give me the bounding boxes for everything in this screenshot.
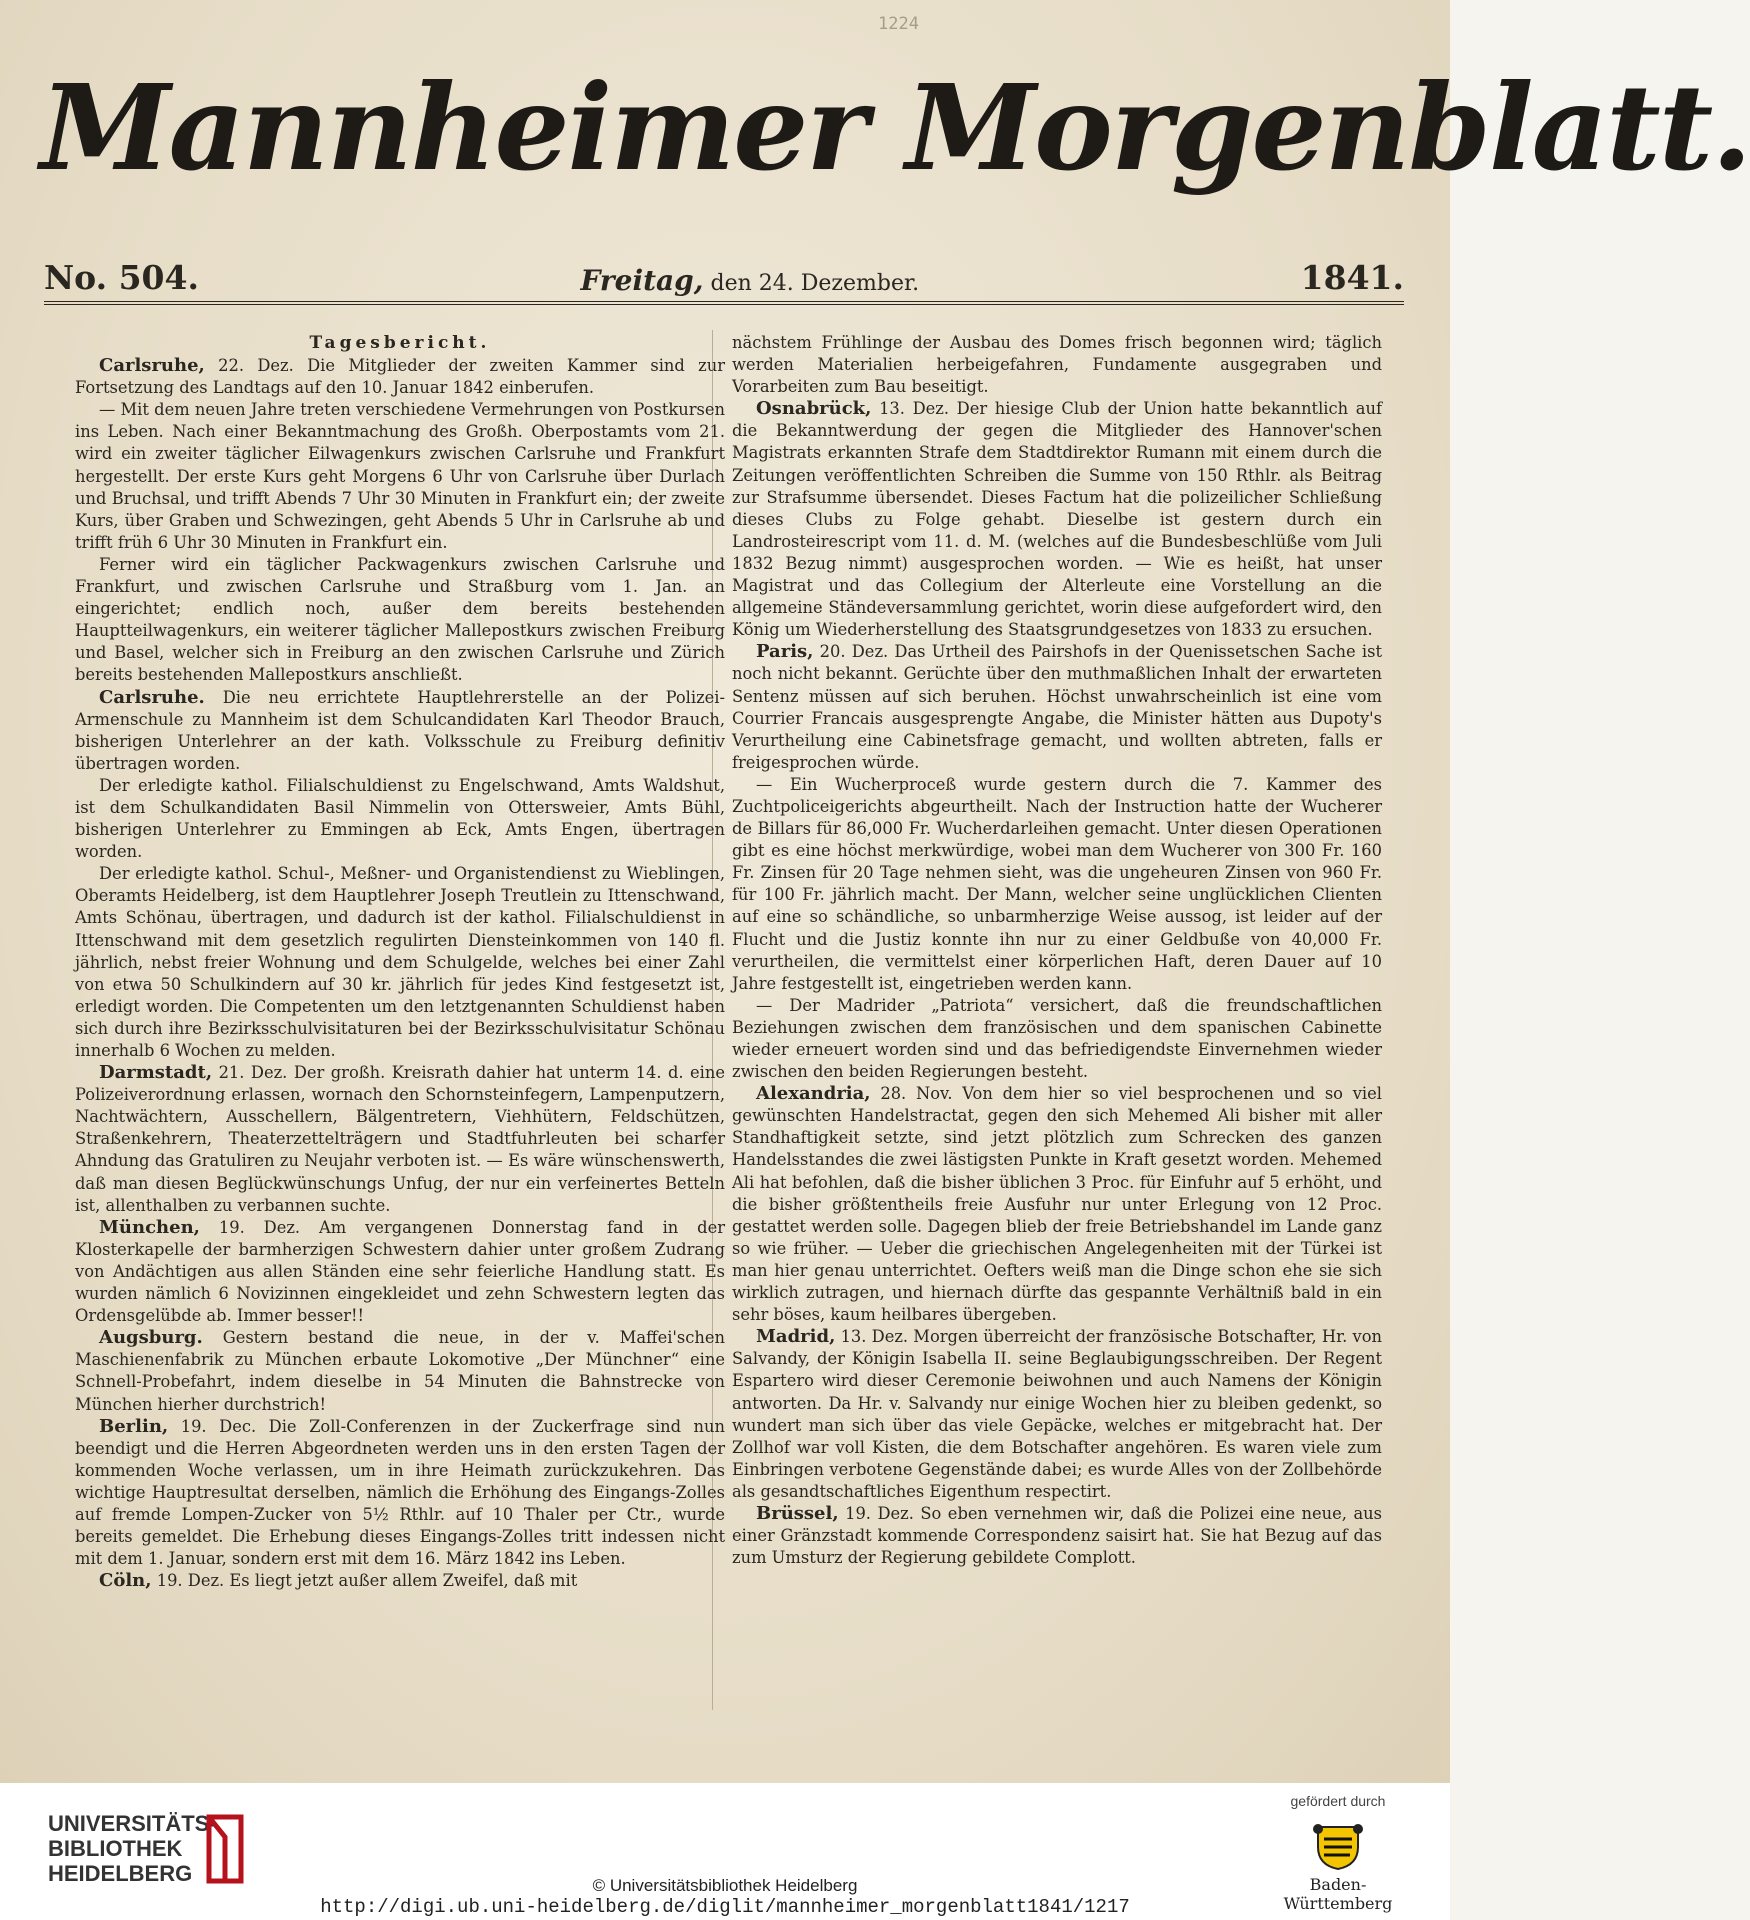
coat-of-arms-icon xyxy=(1310,1821,1366,1871)
article-text: 19. Dec. Die Zoll-Conferenzen in der Zuckerfrage sind nun beendigt und die Herren Abgeordneten werden uns in den ersten Tagen der kommenden Woche verlassen, um in ihre Heimath zurückzukehren. Das wichtige Hauptresultat derselben, nämlich die Erhöhung des Eingangs-Zolles auf fremde Lompen-Zucker von 5½ Rthlr. auf 10 Thaler per Ctr., wurde bereits gemeldet. Die Erhebung dieses Eingangs-Zolles tritt indessen nicht mit dem 1. Januar, sondern erst mit dem 16. März 1842 ins Leben. xyxy=(75,1416,725,1569)
article-alexandria xyxy=(732,1083,1382,1326)
article-darmstadt xyxy=(75,1062,725,1217)
article-carlsruhe-2 xyxy=(75,687,725,775)
article-paragraph: Der erledigte kathol. Schul-, Meßner- und Organistendienst zu Wieblingen, Oberamts Heidelberg, ist dem Hauptlehrer Joseph Treutlein zu Ittenschwand, Amts Schönau, übertragen, und dadurch ist der kathol. Filialschuldienst in Ittenschwand mit dem gesetzlich regulirten Diensteinkommen von 140 fl. jährlich, nebst freier Wohnung und dem Schulgelde, welches bei einer Zahl von etwa 50 Schulkindern auf 30 kr. jährlich für jedes Kind festgesetzt ist, erledigt worden. Die Competenten um den letztgenannten Schuldienst haben sich durch ihre Bezirksschulvisitaturen bei der Bezirksschulvisitatur Schönau innerhalb 6 Wochen zu melden. xyxy=(75,864,725,1060)
footer xyxy=(0,1783,1450,1920)
copyright-notice: © Universitätsbibliothek Heidelberg xyxy=(592,1876,858,1895)
article-text: 20. Dez. Das Urtheil des Pairshofs in der Quenissetschen Sache ist noch nicht bekannt. Gerüchte über den muthmaßlichen Inhalt der erwarteten Sentenz müssen auf sich beruhen. Höchst unwahrscheinlich ist eine vom Courrier Francais ausgesprengte Angabe, die Minister hätten aus Dupoty's Verurtheilung eine Cabinetsfrage gemacht, und wollten abtreten, falls er freigesprochen würde. xyxy=(732,642,1382,772)
dateline-place: Brüssel, xyxy=(756,1502,839,1524)
funder-block xyxy=(1258,1793,1418,1913)
dateline-place: Osnabrück, xyxy=(756,398,872,420)
article-muenchen xyxy=(75,1217,725,1327)
issue-year: 1841. xyxy=(1300,258,1404,297)
library-logo-icon xyxy=(203,1813,247,1885)
article-carlsruhe-1 xyxy=(75,355,725,399)
article-text: 21. Dez. Der großh. Kreisrath dahier hat unterm 14. d. eine Polizeiverordnung erlassen, wornach den Schornsteinfegern, Lampenputzern, Nachtwächtern, Ausschellern, Bälgentretern, Viehhütern, Feldschützen, Straßenkehrern, Theaterzettelträgern und Stadtfuhrleuten bei scharfer Ahndung das Gratuliren zu Neujahr verboten ist. — Es wäre wünschenswerth, daß man diesen Beglückwünschungs Unfug, der nur ein verfeinertes Betteln ist, allenthalben zu verbannen suchte. xyxy=(75,1063,725,1215)
article-text: Gestern bestand die neue, in der v. Maffei'schen Maschienenfabrik zu München erbaute Lokomotive „Der Münchner“ eine Schnell-Probefahrt, indem dieselbe in 54 Minuten die Bahnstrecke von München hierher durchstrich! xyxy=(75,1328,725,1414)
library-name-line: BIBLIOTHEK xyxy=(48,1836,183,1861)
dateline-place: Paris, xyxy=(756,641,814,663)
issue-weekday: Freitag, xyxy=(580,264,704,297)
issue-date-rest: den 24. Dezember. xyxy=(710,271,920,296)
article-text: 19. Dez. So eben vernehmen wir, daß die Polizei eine neue, aus einer Gränzstadt kommende Correspondenz saisirt hat. Sie hat Bezug auf das zum Umsturz der Regierung gebildete Complott. xyxy=(732,1503,1382,1568)
article-augsburg xyxy=(75,1327,725,1415)
right-column xyxy=(732,332,1382,1722)
article-madrid xyxy=(732,1326,1382,1503)
dateline-place: Darmstadt, xyxy=(99,1062,213,1084)
article-berlin xyxy=(75,1416,725,1571)
dateline-place: Cöln, xyxy=(99,1570,152,1592)
left-column xyxy=(75,332,725,1722)
library-name-line: UNIVERSITÄTS- xyxy=(48,1811,217,1836)
article-osnabrueck xyxy=(732,398,1382,641)
article-paragraph: Der erledigte kathol. Filialschuldienst zu Engelschwand, Amts Waldshut, ist dem Schulkandidaten Basil Nimmelin von Ottersweier, Amts Bühl, bisherigen Unterlehrer zu Emmingen ab Eck, Amts Engen, übertragen worden. xyxy=(75,775,725,862)
article-continuation: nächstem Frühlinge der Ausbau des Domes frisch begonnen wird; täglich werden Materialien herbeigefahren, Fundamente ausgegraben und Vorarbeiten zum Bau beseitigt. xyxy=(732,333,1382,397)
permalink-url[interactable]: http://digi.ub.uni-heidelberg.de/diglit/mannheimer_morgenblatt1841/1217 xyxy=(320,1896,1130,1918)
dateline-place: Augsburg. xyxy=(99,1327,203,1349)
funder-label: gefördert durch xyxy=(1290,1793,1386,1809)
article-paris xyxy=(732,641,1382,774)
article-paragraph: — Der Madrider „Patriota“ versichert, daß die freundschaftlichen Beziehungen zwischen dem französischen und dem spanischen Cabinette wieder erneuert worden sind und das befriedigendste Einvernehmen wieder zwischen den beiden Regierungen besteht. xyxy=(732,995,1382,1082)
dateline-place: Alexandria, xyxy=(756,1083,871,1105)
article-text: 19. Dez. Es liegt jetzt außer allem Zweifel, daß mit xyxy=(156,1571,578,1591)
article-text: 19. Dez. Am vergangenen Donnerstag fand in der Klosterkapelle der barmherzigen Schwestern dahier unter großem Zudrang von Andächtigen aus allen Ständen eine sehr feierliche Handlung statt. Es wurden nämlich 6 Novizinnen eingekleidet und zehn Schwestern legten das Ordensgelübde ab. Immer besser!! xyxy=(75,1217,725,1326)
article-text: 13. Dez. Morgen überreicht der französische Botschafter, Hr. von Salvandy, der Königin Isabella II. seine Beglaubigungsschreiben. Der Regent Espartero wird dieser Ceremonie beiwohnen und auch Namens der Königin antworten. Da Hr. v. Salvandy nur einige Wochen hier zu bleiben gedenkt, so wundert man sich über das viele Gepäcke, welches er mitgebracht hat. Der Zollhof war voll Kisten, die dem Botschafter angehören. Es waren viele zum Einbringen verbotene Gegenstände dabei; es wurde Alles von der Zollbehörde als gesandtschaftliches Eigenthum respectirt. xyxy=(732,1327,1382,1501)
dateline-place: Carlsruhe. xyxy=(99,686,205,708)
article-bruessel xyxy=(732,1503,1382,1569)
article-paragraph: Ferner wird ein täglicher Packwagenkurs zwischen Carlsruhe und Frankfurt, und zwischen Carlsruhe und Straßburg vom 1. Jan. an eingerichtet; endlich noch, außer dem bereits bestehenden Hauptteilwagenkurs, ein weiterer täglicher Mallepostkurs zwischen Freiburg und Basel, welcher sich in Freiburg an den zwischen Carlsruhe und Zürich bereits bestehenden Mallepostkurs anschließt. xyxy=(75,554,725,685)
article-text: 13. Dez. Der hiesige Club der Union hatte bekanntlich auf die Bekanntwerdung der gegen die Mitglieder des Hannover'schen Magistrats erkannten Strafe dem Stadtdirektor Rumann mit einem durch die Zeitungen veröffentlichten Schreiben die Summe von 150 Rthlr. als Beitrag zur Strafsumme übersendet. Dieses Factum hat die polizeilicher Schließung dieses Clubs zu Folge gehabt. Dieselbe ist gestern durch ein Landrosteirescript vom 11. d. M. (welches auf die Bundesbeschlüße vom Juli 1832 Bezug nimmt) ausgesprochen worden. — Wie es heißt, hat unser Magistrat und das Collegium der Alterleute eine Vorstellung an die allgemeine Ständeversammlung gerichtet, worin diese aufgefordert wird, den König um Wiederherstellung des Staatsgrundgesetzes von 1833 zu ersuchen. xyxy=(732,399,1382,640)
article-text: Die neu errichtete Hauptlehrerstelle an der Polizei-Armenschule zu Mannheim ist dem Schulcandidaten Karl Theodor Brauch, bisherigen Unterlehrer an der kath. Volksschule zu Freiburg definitiv übertragen worden. xyxy=(75,687,725,773)
article-text: 22. Dez. Die Mitglieder der zweiten Kammer sind zur Fortsetzung des Landtags auf den 10. Januar 1842 einberufen. xyxy=(75,356,725,398)
dateline-place: Madrid, xyxy=(756,1326,836,1348)
library-name-line: HEIDELBERG xyxy=(48,1861,193,1886)
issue-number: No. 504. xyxy=(44,258,199,297)
library-name xyxy=(48,1811,217,1886)
dateline-place: Carlsruhe, xyxy=(99,355,205,377)
dateline-place: Berlin, xyxy=(99,1415,169,1437)
article-paragraph: — Ein Wucherproceß wurde gestern durch die 7. Kammer des Zuchtpoliceigerichts abgeurtheilt. Nach der Instruction hatte der Wucherer de Billars für 86,000 Fr. Wucherdarleihen gemacht. Unter diesen Operationen gibt es eine höchst merkwürdige, wobei man dem Wucherer von 300 Fr. 160 Fr. Zinsen für 20 Tage nehmen sieht, was die ungeheuren Zinsen von 960 Fr. für 100 Fr. jährlich macht. Der Mann, welcher seine unglücklichen Clienten auf eine so schändliche, so unbarmherzige Weise aussog, ist leider auf der Flucht und die Justiz konnte ihn nur zu einer Geldbuße von 40,000 Fr. verurtheilen, die vermittelst einer körperlichen Haft, deren Dauer auf 10 Jahre festgestellt ist, eingetrieben werden kann. xyxy=(732,774,1382,993)
page-number-mark: 1224 xyxy=(878,14,919,34)
dateline-place: München, xyxy=(99,1216,200,1238)
article-coeln xyxy=(75,1570,725,1592)
newspaper-title: Mannheimer Morgenblatt. xyxy=(40,58,1750,197)
issue-date xyxy=(581,264,920,297)
issue-bar xyxy=(44,253,1404,305)
article-paragraph: — Mit dem neuen Jahre treten verschiedene Vermehrungen von Postkursen ins Leben. Nach einer Bekanntmachung des Großh. Oberpostamts vom 21. wird ein zweiter täglicher Eilwagenkurs zwischen Carlsruhe und Frankfurt hergestellt. Der erste Kurs geht Morgens 6 Uhr von Carlsruhe über Durlach und Bruchsal, und trifft Abends 7 Uhr 30 Minuten in Frankfurt ein; der zweite Kurs, über Graben und Schwezingen, geht Abends 5 Uhr in Carlsruhe ab und trifft früh 6 Uhr 30 Minuten in Frankfurt ein. xyxy=(75,400,725,552)
section-title: Tagesbericht. xyxy=(309,333,491,353)
article-text: 28. Nov. Von dem hier so viel besprochenen und so viel gewünschten Handelstractat, gegen den sich Mehemed Ali bisher mit aller Standhaftigkeit setzte, sind jetzt plötzlich zum Schrecken des ganzen Handelsstandes die zwei lästigsten Punkte in Kraft gesetzt worden. Mehemed Ali hat befohlen, daß die bisher üblichen 3 Proc. für Einfuhr auf 5 erhöht, und die bisher größtentheils freie Ausfuhr nur unter Erlegung von 12 Proc. gestattet werden solle. Dagegen blieb der freie Betriebshandel im Lande ganz so wie früher. — Ueber die griechischen Angelegenheiten mit der Türkei ist man hier genau unterrichtet. Oefters weiß man die Dinge schon ehe sie sich wirklich zutragen, und hiernach dürfte das gespannte Verhältniß bald in ein sehr böses, kaum heilbares übergeben. xyxy=(732,1084,1382,1325)
funder-name: Baden-Württemberg xyxy=(1283,1875,1393,1913)
